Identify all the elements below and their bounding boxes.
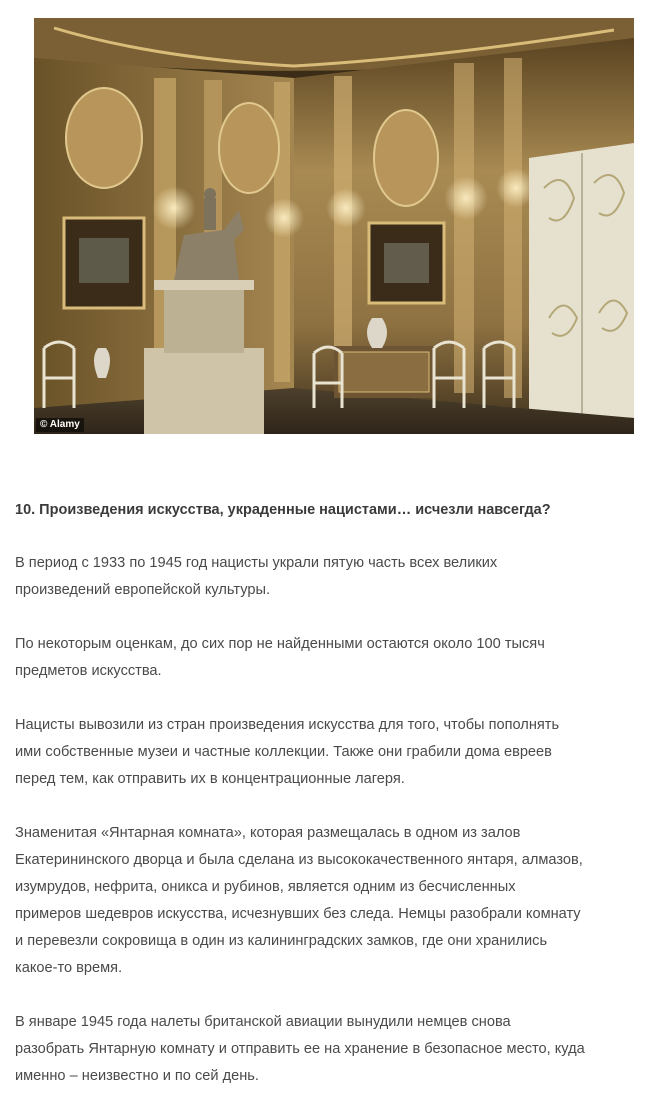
paragraph-line: примеров шедевров искусства, исчезнувших без следа. Немцы разобрали комнату [15,906,581,922]
paragraph-line: и перевезли сокровища в один из калининградских замков, где они хранились [15,933,548,949]
amber-room-illustration [34,18,634,434]
paragraph-line: Знаменитая «Янтарная комната», которая размещалась в одном из залов [15,825,521,841]
paragraph-line: Екатерининского дворца и была сделана из высококачественного янтаря, алмазов, [15,852,583,868]
paragraph-line: произведений европейской культуры. [15,582,270,598]
photo-credit: © Alamy [36,418,84,432]
paragraph-line: В январе 1945 года налеты британской авиации вынудили немцев снова [15,1014,511,1030]
paragraph-line: перед тем, как отправить их в концентрационные лагеря. [15,771,405,787]
paragraph-1 [15,550,497,604]
paragraph-line: именно – неизвестно и по сей день. [15,1068,259,1084]
paragraph-line: ими собственные музеи и частные коллекции. Также они грабили дома евреев [15,744,552,760]
paragraph-line: По некоторым оценкам, до сих пор не найденными остаются около 100 тысяч [15,636,545,652]
article-section [15,497,663,1084]
paragraph-4 [15,820,583,982]
paragraph-line: Нацисты вывозили из стран произведения искусства для того, чтобы пополнять [15,717,560,733]
amber-room-photo [34,18,634,434]
paragraph-line: разобрать Янтарную комнату и отправить ее на хранение в безопасное место, куда [15,1041,585,1057]
paragraph-line: В период с 1933 по 1945 год нацисты украли пятую часть всех великих [15,555,498,571]
paragraph-3 [15,712,559,793]
paragraph-5 [15,1009,585,1090]
paragraph-line: какое-то время. [15,960,123,976]
paragraph-line: предметов искусства. [15,663,162,679]
paragraph-2 [15,631,545,685]
paragraph-line: изумрудов, нефрита, оникса и рубинов, является одним из бесчисленных [15,879,516,895]
section-heading: 10. Произведения искусства, украденные нацистами… исчезли навсегда? [15,502,551,518]
